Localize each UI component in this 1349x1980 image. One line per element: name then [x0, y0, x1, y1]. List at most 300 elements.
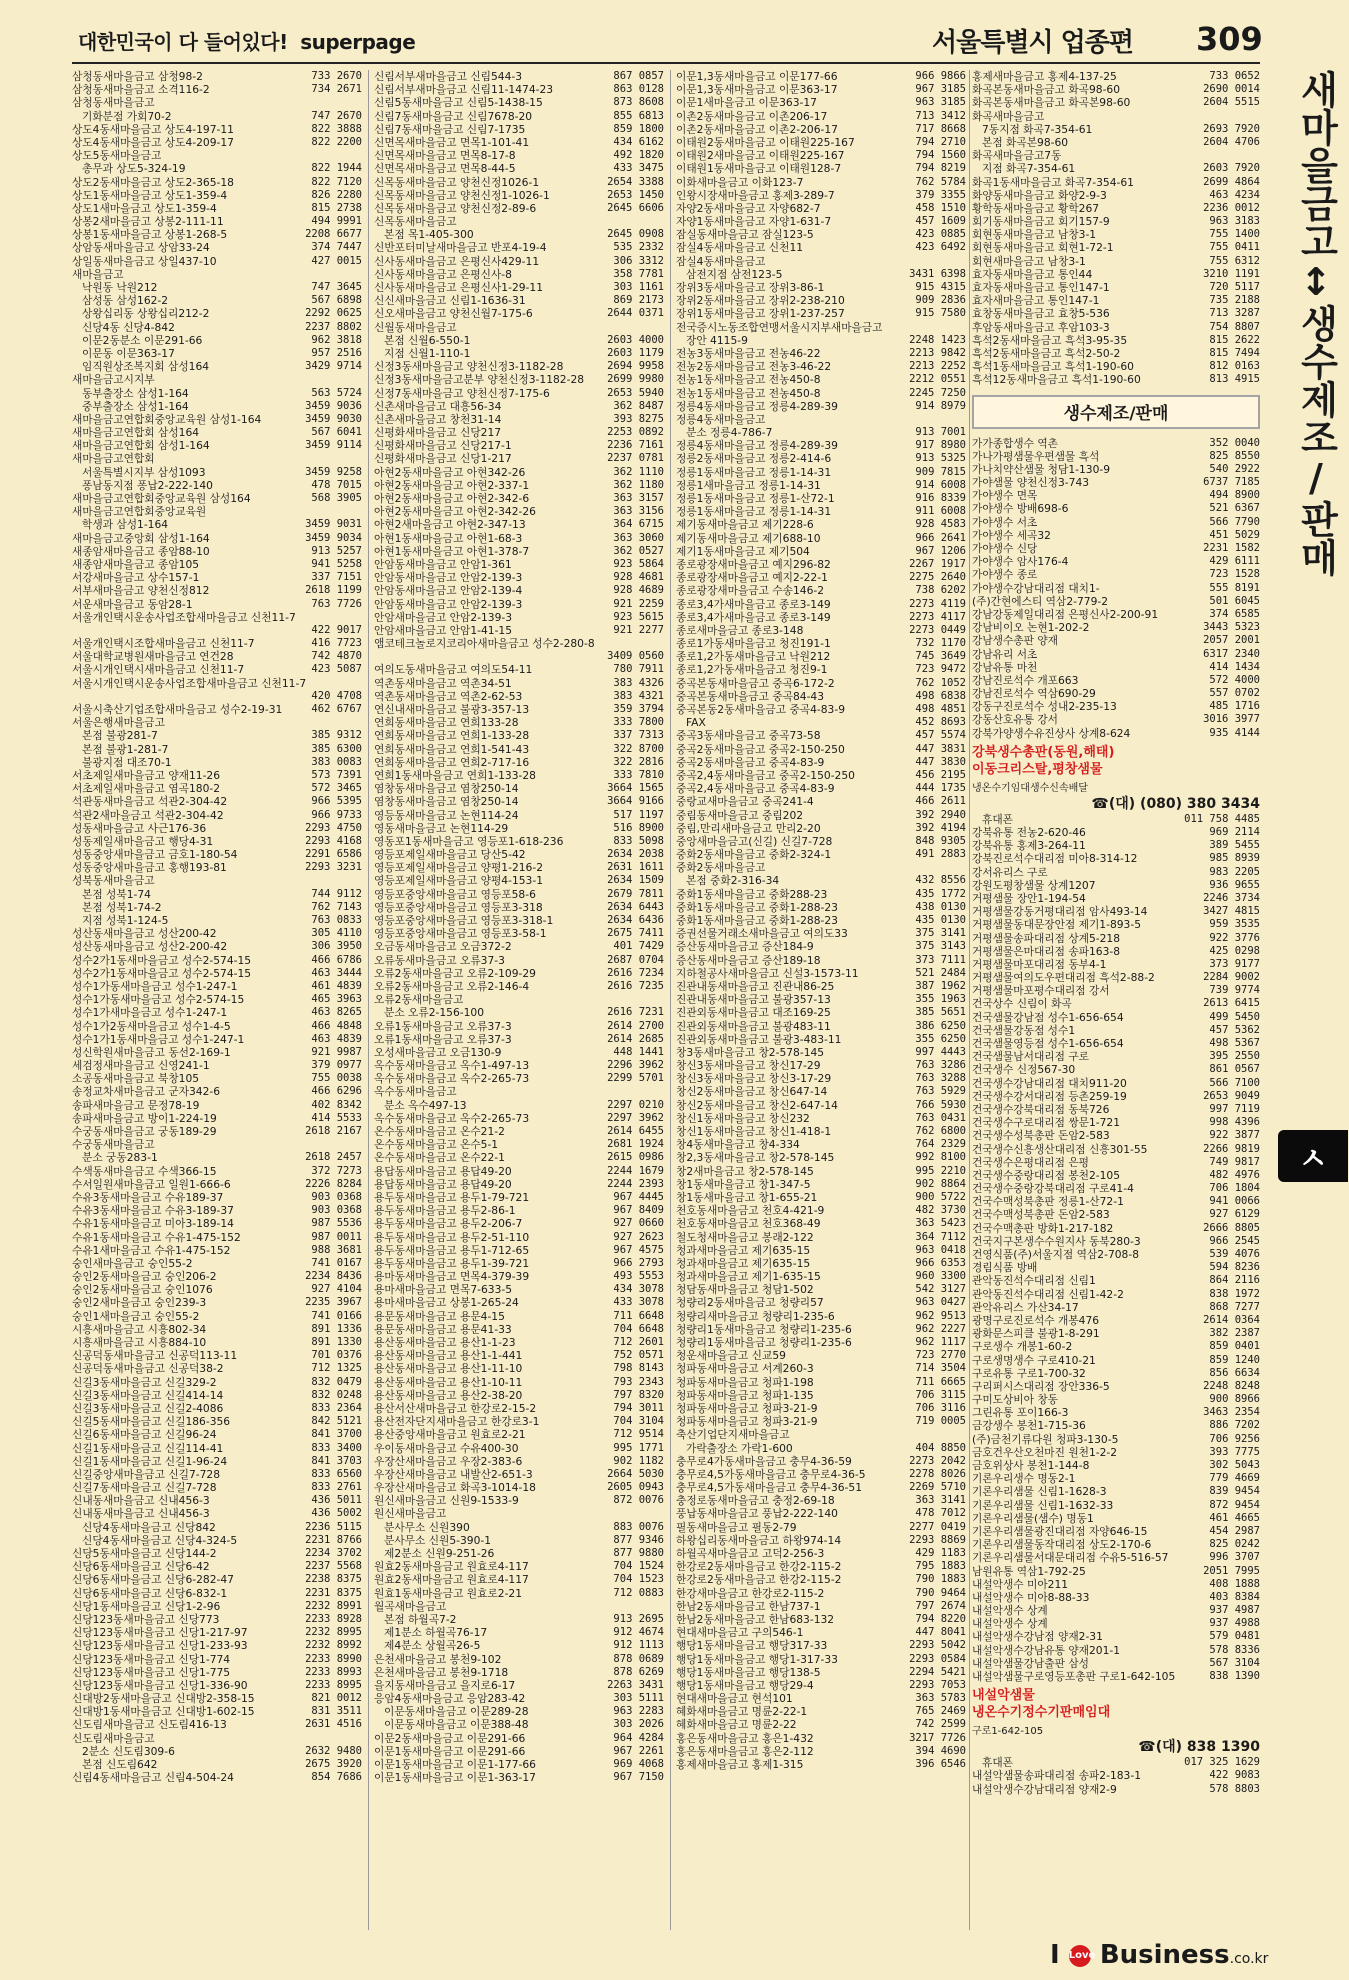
listing-phone: 941 0066 — [1209, 1195, 1260, 1208]
listing-row — [374, 1020, 664, 1033]
listing-phone: 2653 1450 — [607, 188, 664, 201]
listing-name: 이태원1동새마을금고 이태원128-7 — [676, 162, 842, 176]
listing-row — [72, 439, 362, 452]
listing-row — [374, 1455, 664, 1468]
listing-name: 신당123동새마을금고 신당1-336-90 — [72, 1678, 248, 1692]
listing-phone: 900 8966 — [1209, 1393, 1260, 1406]
listing-row — [374, 1521, 664, 1534]
listing-name: 응암4동새마을금고 응암283-42 — [374, 1692, 526, 1706]
listing-phone: 863 0128 — [613, 83, 664, 96]
listing-name: 가락출장소 가락1-600 — [686, 1441, 793, 1455]
listing-row — [676, 1442, 966, 1455]
listing-name: 가야생수 신당 — [972, 542, 1038, 555]
listing-name: 종로1,2가동새마을금고 청진9-1 — [676, 663, 828, 677]
listing-phone — [660, 993, 664, 1006]
listing-row — [676, 1692, 966, 1705]
listing-phone: 755 0411 — [1209, 241, 1260, 254]
listing-phone: 886 7202 — [1209, 1419, 1260, 1432]
listing-row — [374, 268, 664, 281]
listing-phone: 864 2116 — [1209, 1274, 1260, 1287]
listing-phone: 494 8900 — [1209, 489, 1260, 502]
listing-row — [72, 1310, 362, 1323]
listing-phone: 2616 7231 — [607, 1006, 664, 1019]
listing-row — [72, 466, 362, 479]
listing-phone: 822 1944 — [311, 162, 362, 175]
listing-phone — [962, 255, 966, 268]
listing-phone: 706 9256 — [1209, 1432, 1260, 1445]
listing-row — [72, 1204, 362, 1217]
listing-row — [374, 571, 664, 584]
listing-phone: 2293 4750 — [305, 821, 362, 834]
category-side-tab: 새마을금고↕생수제조/판매 — [1294, 70, 1338, 576]
listing-phone: 372 7273 — [311, 1164, 362, 1177]
listing-name: 신면목새마을금고 면목8-44-5 — [374, 162, 516, 176]
listing-column-4 — [972, 70, 1260, 1930]
listing-name: 총무과 상도5-324-19 — [82, 162, 186, 176]
listing-phone: 363 5423 — [915, 1217, 966, 1230]
listing-name: 청과새마을금고 제기635-15 — [676, 1256, 811, 1270]
listing-row — [676, 96, 966, 109]
listing-name: 동부출장소 삼성1-164 — [82, 386, 189, 400]
listing-row — [374, 1692, 664, 1705]
listing-phone: 579 0481 — [1209, 1630, 1260, 1643]
listing-name: 용문동새마을금고 용문4-15 — [374, 1309, 505, 1323]
listing-name: 회기동새마을금고 회기157-9 — [972, 215, 1110, 229]
listing-name: 성수1가새마을금고 성수1-247-1 — [72, 1006, 228, 1020]
listing-phone: 2699 4864 — [1203, 175, 1260, 188]
listing-phone: 3217 7726 — [909, 1731, 966, 1744]
listing-name: 상도5동새마을금고 — [72, 149, 162, 163]
listing-row — [972, 1327, 1260, 1340]
listing-name: 중곡본동2동새마을금고 중곡4-83-9 — [676, 703, 845, 716]
listing-row — [374, 1178, 664, 1191]
listing-name: 수유3동새마을금고 수유3-189-37 — [72, 1204, 234, 1218]
listing-phone: 2634 2038 — [607, 848, 664, 861]
listing-row — [972, 918, 1260, 931]
listing-name: 영동새마을금고 논현114-29 — [374, 821, 509, 835]
listing-row — [72, 822, 362, 835]
listing-row — [972, 1156, 1260, 1169]
listing-phone: 2644 0371 — [607, 307, 664, 320]
listing-row — [676, 769, 966, 782]
listing-name: 이문1동새마을금고 이문291-66 — [374, 1744, 526, 1758]
listing-row — [374, 782, 664, 795]
listing-name: 상도4동새마을금고 상도4-197-11 — [72, 122, 234, 136]
listing-row — [676, 874, 966, 887]
listing-row — [72, 1270, 362, 1283]
listing-row — [676, 1679, 966, 1692]
listing-row — [72, 1165, 362, 1178]
listing-row — [972, 307, 1260, 320]
listing-row — [72, 901, 362, 914]
listing-phone: 762 5784 — [915, 175, 966, 188]
listing-row — [374, 1336, 664, 1349]
listing-name: 온수동새마을금고 온수22-1 — [374, 1151, 505, 1165]
listing-row — [972, 1208, 1260, 1221]
listing-phone: 563 5724 — [311, 386, 362, 399]
listing-row — [972, 1195, 1260, 1208]
listing-row — [72, 1613, 362, 1626]
advertisement-gangbuk — [972, 744, 1260, 778]
listing-name: 낙원동 낙원212 — [82, 281, 158, 294]
listing-phone: 478 7015 — [311, 478, 362, 491]
listing-name: 정릉1동새마을금고 정릉1-산72-1 — [676, 492, 835, 505]
listing-row — [972, 595, 1260, 608]
listing-name: 창2,3동새마을금고 창2-578-145 — [676, 1151, 835, 1165]
listing-row — [72, 729, 362, 742]
listing-name: 건국생수강남대리점 대치911-20 — [972, 1076, 1127, 1090]
listing-row — [72, 769, 362, 782]
listing-row — [676, 940, 966, 953]
listing-phone: 3459 9036 — [305, 399, 362, 412]
listing-row — [676, 83, 966, 96]
listing-phone: 379 0977 — [311, 1059, 362, 1072]
listing-phone: 763 3288 — [915, 1072, 966, 1085]
listing-phone: 3431 6398 — [909, 267, 966, 280]
listing-name: 신길7동새마을금고 신길7-728 — [72, 1481, 217, 1495]
listing-phone: 704 3104 — [613, 1415, 664, 1428]
listing-name: 상봉2새마을금고 상봉2-111-11 — [72, 215, 224, 229]
listing-name: 신공덕동새마을금고 신공덕113-11 — [72, 1349, 238, 1363]
listing-row — [972, 268, 1260, 281]
listing-name: 상도4동새마을금고 상도4-209-17 — [72, 135, 234, 149]
listing-phone: 403 8384 — [1209, 1590, 1260, 1603]
listing-row — [676, 149, 966, 162]
listing-row — [374, 110, 664, 123]
listing-phone: 392 2940 — [915, 808, 966, 821]
listing-phone: 573 7391 — [311, 768, 362, 781]
listing-name: 역촌동새마을금고 역촌34-51 — [374, 676, 512, 690]
listing-phone: 964 4284 — [613, 1731, 664, 1744]
listing-row — [374, 874, 664, 887]
listing-name: 분사무소 신원5-390-1 — [384, 1533, 492, 1547]
listing-row — [676, 677, 966, 690]
listing-phone: 2269 5710 — [909, 1481, 966, 1494]
listing-phone: 745 3649 — [915, 650, 966, 663]
listing-phone: 3459 9114 — [305, 439, 362, 452]
listing-phone: 2236 5115 — [305, 1520, 362, 1533]
listing-phone: 923 5615 — [613, 610, 664, 623]
listing-phone: 3463 2354 — [1203, 1406, 1260, 1419]
listing-row — [72, 1125, 362, 1138]
listing-phone: 359 3794 — [613, 703, 664, 715]
listing-phone: 485 1716 — [1209, 700, 1260, 713]
listing-row — [676, 611, 966, 624]
listing-phone: 2208 6677 — [305, 228, 362, 241]
listing-phone: 723 2770 — [915, 1349, 966, 1362]
listing-row — [972, 334, 1260, 347]
listing-phone: 374 7447 — [311, 241, 362, 254]
listing-phone: 2690 0014 — [1203, 83, 1260, 96]
listing-name: 홍은동새마을금고 홍은1-432 — [676, 1731, 814, 1745]
listing-row — [374, 518, 664, 531]
listing-name: 서강새마을금고 상수157-1 — [72, 571, 200, 585]
listing-phone: 935 4144 — [1209, 726, 1260, 739]
listing-row — [676, 782, 966, 795]
listing-phone — [660, 1600, 664, 1613]
listing-row — [374, 1587, 664, 1600]
listing-name: 혜화새마을금고 명륜2-22-1 — [676, 1705, 808, 1719]
listing-phone: 2232 8992 — [305, 1639, 362, 1652]
listing-row — [972, 1630, 1260, 1643]
listing-phone: 393 8275 — [613, 412, 664, 425]
listing-phone: 717 8668 — [915, 122, 966, 135]
listing-name: 석관동새마을금고 석관2-304-42 — [72, 795, 228, 809]
listing-name: 거평샘물마포평수대리점 강서 — [972, 984, 1110, 998]
listing-row — [374, 835, 664, 848]
listing-phone: 983 2205 — [1209, 865, 1260, 878]
listing-name: 중앙새마을금고(신길) 신길7-728 — [676, 834, 833, 848]
listing-phone: 2284 9002 — [1203, 971, 1260, 984]
listing-phone: 959 3535 — [1209, 918, 1260, 931]
listing-row — [72, 558, 362, 571]
listing-row — [972, 1499, 1260, 1512]
listing-phone: 712 9514 — [613, 1428, 664, 1441]
listing-phone: 914 8979 — [915, 399, 966, 412]
footer-logo-name: Business — [1099, 1940, 1230, 1970]
listing-name: 옥수동새마을금고 옥수2-265-73 — [374, 1072, 530, 1086]
listing-phone: 414 1434 — [1209, 660, 1260, 673]
listing-name: 청량리1동새마을금고 청량리1-235-6 — [676, 1322, 852, 1336]
listing-phone: 452 8693 — [915, 716, 966, 729]
listing-name: 원신새마을금고 — [374, 1507, 447, 1521]
listing-phone: 498 6838 — [915, 689, 966, 702]
listing-name: 아현1동새마을금고 아현1-68-3 — [374, 531, 523, 545]
listing-name: 장위3동새마을금고 장위3-86-1 — [676, 281, 825, 294]
listing-row — [972, 1783, 1260, 1796]
listing-row — [374, 1468, 664, 1481]
listing-name: 건국생수 신정567-30 — [972, 1063, 1076, 1077]
listing-name: 용문동새마을금고 용문41-33 — [374, 1322, 512, 1336]
listing-phone: 873 8608 — [613, 96, 664, 109]
listing-phone: 2236 0012 — [1203, 201, 1260, 214]
listing-row — [374, 1046, 664, 1059]
listing-phone: 465 3963 — [311, 993, 362, 1006]
listing-row — [374, 1442, 664, 1455]
listing-name: 이화새마을금고 이화123-7 — [676, 175, 804, 189]
listing-name: 거평샘물송파대리점 상계5-218 — [972, 931, 1121, 945]
listing-row — [972, 634, 1260, 647]
listing-row — [972, 879, 1260, 892]
listing-name: 화양동새마을금고 화양2-9-3 — [972, 188, 1107, 202]
listing-row — [374, 690, 664, 703]
listing-name: 이문2동새마을금고 이문291-66 — [374, 1731, 526, 1745]
listing-name: 영등포중앙새마을금고 영등포58-6 — [374, 887, 536, 901]
listing-row — [72, 96, 362, 109]
listing-row — [676, 1415, 966, 1428]
listing-row — [676, 1349, 966, 1362]
listing-name: 새종암새마을금고 종암88-10 — [72, 544, 210, 558]
listing-phone: 447 3830 — [915, 755, 966, 768]
listing-name: 영등포중앙새마을금고 영등포3-318-1 — [374, 914, 554, 927]
listing-name: 송파새마을금고 방이1-224-19 — [72, 1111, 217, 1125]
listing-row — [72, 1771, 362, 1784]
listing-row — [72, 545, 362, 558]
listing-row — [676, 1613, 966, 1626]
listing-phone: 911 6008 — [915, 505, 966, 518]
listing-name: 강남생수총판 양재 — [972, 634, 1058, 648]
listing-row — [972, 1459, 1260, 1472]
listing-row — [374, 70, 664, 83]
listing-name: 신평화새마을금고 신당217-1 — [374, 439, 512, 453]
listing-phone: 2666 8805 — [1203, 1221, 1260, 1234]
listing-name: 창1동새마을금고 창1-347-5 — [676, 1177, 811, 1191]
listing-phone: 998 4396 — [1209, 1116, 1260, 1129]
listing-row — [72, 624, 362, 637]
listing-phone: 735 2188 — [1209, 294, 1260, 307]
listing-row — [676, 1085, 966, 1098]
listing-phone: 2057 2001 — [1203, 634, 1260, 647]
listing-phone: 815 2738 — [311, 201, 362, 214]
listing-name: 퐁남동지점 퐁납2-222-140 — [82, 478, 213, 492]
listing-name: 연신내새마을금고 불광3-357-13 — [374, 703, 530, 716]
ad-subtitle: 냉온수기임대생수신속배달 — [972, 782, 1088, 794]
listing-row — [374, 1191, 664, 1204]
listing-row — [72, 1033, 362, 1046]
listing-row — [972, 1433, 1260, 1446]
listing-row — [374, 598, 664, 611]
listing-name: 건국생수은평대리점 은평 — [972, 1155, 1089, 1169]
listing-name: 하왕십리동새마을금고 하왕974-14 — [676, 1533, 842, 1547]
listing-name: 본점 목1-405-300 — [384, 228, 474, 242]
listing-phone: 494 9991 — [311, 215, 362, 228]
listing-name: 내설악생수강남점 양재2-31 — [972, 1630, 1103, 1644]
listing-name: 숭인새마을금고 숭인55-2 — [72, 1256, 193, 1270]
listing-phone: 815 7494 — [1209, 346, 1260, 359]
listing-name: 신림7동새마을금고 신림7-1735 — [374, 122, 526, 136]
listing-row — [676, 1376, 966, 1389]
listing-name: 전국증시노동조합연맹서울시지부새마을금고 — [676, 320, 883, 334]
listing-phone: 337 7313 — [613, 729, 664, 742]
listing-name: 잠실동새마을금고 잠실123-5 — [676, 228, 814, 242]
listing-phone: 401 7429 — [613, 940, 664, 953]
listing-row — [676, 387, 966, 400]
listing-name: 옥수동새마을금고 옥수2-265-73 — [374, 1111, 530, 1125]
listing-row — [676, 1072, 966, 1085]
listing-name: 관악동진석수대리점 신림1-42-2 — [972, 1287, 1124, 1301]
listing-name: 용두동새마을금고 용두2-206-7 — [374, 1217, 523, 1231]
listing-phone: 379 3355 — [915, 188, 966, 201]
listing-name: 가야생수 면목 — [972, 489, 1038, 503]
listing-name: 전농1동새마을금고 전농450-8 — [676, 386, 821, 400]
listing-name: 진관외동새마을금고 불광3-483-11 — [676, 1032, 842, 1046]
listing-row — [972, 700, 1260, 713]
listing-name: 삼청동새마을금고 — [72, 96, 155, 110]
listing-row — [72, 321, 362, 334]
listing-phone: 928 4583 — [915, 518, 966, 531]
listing-name: 본점 불광1-281-7 — [82, 742, 169, 756]
listing-row — [374, 1085, 664, 1098]
listing-row — [72, 835, 362, 848]
listing-row — [72, 387, 362, 400]
listing-row — [676, 1362, 966, 1375]
listing-row — [972, 1301, 1260, 1314]
listing-name: 휴대폰 — [982, 812, 1013, 826]
listing-name: 여의도동새마을금고 여의도54-11 — [374, 663, 533, 677]
listing-name: 신평화새마을금고 신당1-217 — [374, 452, 512, 466]
listing-phone: 848 9305 — [915, 834, 966, 847]
listing-name: 신내동새마을금고 신내456-3 — [72, 1494, 210, 1508]
listing-phone: 521 2484 — [915, 966, 966, 979]
listing-name: 숭인2동새마을금고 숭인1076 — [72, 1283, 213, 1297]
listing-row — [972, 489, 1260, 502]
listing-name: 구리퍼시스대리점 장안336-5 — [972, 1379, 1110, 1393]
listing-phone: 594 8236 — [1209, 1261, 1260, 1274]
listing-phone: 362 1110 — [613, 465, 664, 478]
listing-name: 중화1동새마을금고 중화1-288-23 — [676, 900, 838, 914]
listing-row — [972, 1314, 1260, 1327]
listing-name: 월곡새마을금고 — [374, 1599, 447, 1613]
listing-name: 신림4동새마을금고 신림4-504-24 — [72, 1771, 234, 1785]
listing-row — [676, 307, 966, 320]
listing-row — [676, 1705, 966, 1718]
listing-row — [676, 1639, 966, 1652]
listing-name: 용산서산새마을금고 한강로2-15-2 — [374, 1401, 537, 1415]
listing-name: 종로광장새마을금고 예지2-22-1 — [676, 571, 828, 585]
listing-name: 수서일원새마을금고 일원1-666-6 — [72, 1177, 231, 1191]
listing-phone: 383 0083 — [311, 755, 362, 768]
listing-name: 건국수맥총판 방화1-217-182 — [972, 1221, 1114, 1235]
listing-block-water-2 — [972, 813, 1260, 1683]
listing-row — [676, 505, 966, 518]
listing-phone: 567 3104 — [1209, 1656, 1260, 1669]
listing-phone: 306 3950 — [311, 940, 362, 953]
listing-phone: 2293 7053 — [909, 1678, 966, 1691]
listing-name: 휴대폰 — [982, 1756, 1013, 1770]
listing-phone: 2653 5940 — [607, 386, 664, 399]
listing-phone: 812 0163 — [1209, 360, 1260, 373]
listing-row — [972, 542, 1260, 555]
listing-name: 분소 오류2-156-100 — [384, 1006, 485, 1020]
listing-name: 강남진로석수 개포663 — [972, 673, 1079, 687]
listing-name: 신길1동새마을금고 신길1-96-24 — [72, 1454, 228, 1468]
listing-row — [72, 1494, 362, 1507]
listing-name: 염창동새마을금고 염창250-14 — [374, 782, 519, 796]
listing-phone: 2632 9480 — [305, 1744, 362, 1757]
listing-phone: 883 0076 — [613, 1520, 664, 1533]
listing-phone: 833 2364 — [311, 1401, 362, 1414]
listing-phone: 457 5574 — [915, 729, 966, 742]
listing-row — [676, 268, 966, 281]
listing-row — [676, 1165, 966, 1178]
listing-phone: 385 9312 — [311, 729, 362, 742]
listing-phone: 434 6162 — [613, 135, 664, 148]
listing-name: 소공동새마을금고 북창105 — [72, 1072, 200, 1086]
listing-row — [972, 136, 1260, 149]
listing-name: 용산중앙새마을금고 원효로2-21 — [374, 1428, 526, 1442]
listing-name: 정릉4동새마을금고 정릉4-289-39 — [676, 439, 838, 453]
listing-row — [676, 1547, 966, 1560]
listing-phone: 963 3185 — [915, 96, 966, 109]
listing-name: 청파동새마을금고 청파1-198 — [676, 1375, 814, 1389]
listing-name: 종로새마을금고 종로3-148 — [676, 623, 804, 637]
listing-name: 원효2동새마을금고 원효로4-117 — [374, 1573, 529, 1587]
listing-phone: 779 4669 — [1209, 1472, 1260, 1485]
listing-phone: 352 0040 — [1209, 436, 1260, 449]
listing-name: 성동중앙새마을금고 금호1-180-54 — [72, 848, 238, 862]
listing-row — [676, 1626, 966, 1639]
listing-row — [972, 813, 1260, 826]
listing-name: 용산동새마을금고 용산1-10-11 — [374, 1375, 523, 1389]
listing-phone: 383 4321 — [613, 689, 664, 702]
listing-row — [676, 927, 966, 940]
listing-row — [676, 624, 966, 637]
listing-row — [72, 1507, 362, 1520]
listing-row — [676, 413, 966, 426]
listing-row — [72, 611, 362, 624]
listing-row — [72, 716, 362, 729]
listing-phone: 963 2283 — [613, 1705, 664, 1718]
